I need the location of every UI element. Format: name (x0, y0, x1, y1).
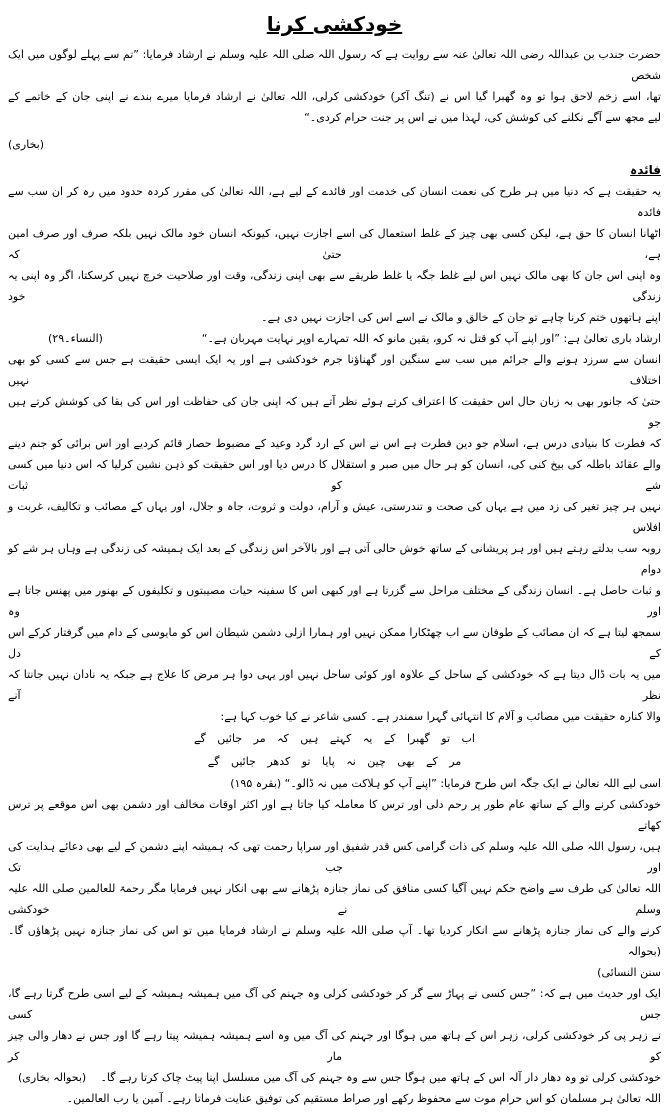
text-line: انسان سے سرزد ہونے والے جرائم میں سب سے سنگین اور گھناؤنا جرم خودکشی ہے اور یہ ایک ایسی حقیقت ہے جس سے کسی کو بھی اختلاف نہیں (8, 353, 661, 387)
text-line: ہیں، رسول اللہ صلی اللہ علیہ وسلم کی ذات گرامی کس قدر شفیق اور سراپا رحمت تھی کہ ہمیشہ اپنے دشمن کے لیے بھی دعائے ہدایت کی اور جب تک (8, 840, 661, 874)
text-line: کہ فطرت کا بنیادی درس ہے، اسلام جو دین فطرت ہے اس نے اس کے ارد گرد وعید کے مضبوط حصار قائم کردیے اور اس برائی کو جنم دینے (8, 437, 661, 450)
text-line: تھا، اسے زخم لاحق ہوا تو وہ گھبرا گیا اس نے (تنگ آکر) خودکشی کرلی، اللہ تعالیٰ نے ارشاد فرمایا میرے بندے نے اپنی جان کے خاتمے کے (8, 90, 661, 103)
faida-heading: فائدہ (630, 163, 661, 177)
poem-line-1: اب تو گھبرا کے یہ کہتے ہیں کہ مر جائیں گے (194, 732, 475, 745)
text-line: ایک اور حدیث میں ہے کہ: ”جس کسی نے پہاڑ سے گر کر خودکشی کرلی وہ جہنم کی آگ میں ہمیشہ ہمیشہ کے لیے اسی طرح گرتا رہے گا، جس کسی (8, 987, 661, 1021)
text-line: یہ حقیقت ہے کہ دنیا میں ہر طرح کی نعمت انسان کی خدمت اور فائدے کے لیے ہے، اللہ تعالیٰ کی مقرر کردہ حدود میں رہ کر ان سب سے فائدہ (8, 185, 661, 219)
text-line: والا کنارہ حقیقت میں مصائب و آلام کا انتہائی گہرا سمندر ہے۔ کسی شاعر نے کیا خوب کہا ہے: (220, 710, 661, 723)
hadith2-last-text: خودکشی کرلی تو وہ دھار دار آلہ اس کے ہاتھ میں ہوگا جس سے وہ جہنم کی آگ میں مسلسل اپنا پیٹ چاک کرتا رہے گا۔ (100, 1071, 661, 1084)
text-line: نہیں ہر چیز تغیر کی زد میں ہے یہاں کی صحت و تندرستی، عیش و آرام، دولت و ثروت، جاہ و جلال، اور یہاں کے مصائب و تکالیف، غربت و افلاس (8, 500, 661, 534)
quran-quote-line (8, 328, 661, 349)
text-line: لیے مجھ سے آگے نکلنے کی کوشش کی، لہذا میں نے اس پر جنت حرام کردی۔“ (304, 111, 661, 124)
text-line: کرنے والے کی نماز جنازہ پڑھانے سے انکار کردیا تھا۔ آپ صلی اللہ علیہ وسلم نے ارشاد فرمایا میں تو اس کی نماز جنازہ نہیں پڑھاؤں گا۔(بحوالہ (8, 924, 661, 958)
text-line: اللہ تعالیٰ ہر مسلمان کو اس حرام موت سے محفوظ رکھے اور صراط مستقیم کی توفیق عنایت فرماتا رہے۔ آمین یا رب العالمین۔ (66, 1092, 661, 1105)
paragraph-3 (8, 773, 661, 794)
text-line: اپنے ہاتھوں ختم کرنا چاہے تو جان کے خالق و مالک نے اسے اس کی اجازت نہیں دی ہے۔ (261, 311, 661, 324)
text-line: سمجھ لیتا ہے کہ ان مصائب کے طوفان سے اب چھٹکارا ممکن نہیں اور ہمارا ازلی دشمن شیطان اس کو مایوسی کے دام میں گرفتار کرکے اس کے دل (8, 626, 661, 660)
closing-prayer (8, 1088, 661, 1109)
quran-citation: (النساء۔۲۹) (48, 332, 103, 345)
text-line: اللہ تعالیٰ کی طرف سے واضح حکم نہیں آگیا کسی منافق کی نماز جنازہ پڑھانے سے بھی انکار نہیں فرمایا مگر رحمۃ للعالمین صلی اللہ علیہ وسلم نے خودکشی (8, 882, 661, 916)
text-line: خودکشی کرنے والے کے ساتھ عام طور پر رحم دلی اور ترس کا معاملہ کیا جاتا ہے اور اکثر اوقات مخالف اور دشمن بھی اس موقعے پر ترس کھاتے (8, 798, 661, 832)
text-line: حتیٰ کہ جانور بھی بہ زبان حال اس حقیقت کا اعتراف کرتے ہوئے نظر آتے ہیں کہ اپنی جان کی حفاظت اور اس کی بقا کی کوشش کرتے ہیں جو (8, 395, 661, 429)
text-line: حضرت جندب بن عبداللہ رضی اللہ تعالیٰ عنہ سے روایت ہے کہ رسول اللہ صلی اللہ علیہ وسلم نے ارشاد فرمایا: ”تم سے پہلے لوگوں میں ایک شخص (8, 48, 661, 82)
text-line: اسی لیے اللہ تعالیٰ نے ایک جگہ اس طرح فرمایا: ”اپنے آپ کو ہلاکت میں نہ ڈالو۔“ (بقرہ ۱۹۵) (230, 777, 661, 790)
paragraph-5-last-line (8, 1067, 661, 1088)
text-line: سنن النسائی) (597, 966, 661, 979)
text-line: وہ اپنی اس جان کا بھی مالک نہیں اس لیے غلط جگہ یا غلط طریقے سے بھی اپنی زندگی، وقت اور صلاحیت خرچ نہیں کرسکتا، اگر وہ اپنی یہ زندگی خود (8, 269, 661, 303)
text-line: روبہ سب بدلتے رہتے ہیں اور ہر پریشانی کے ساتھ خوش حالی آتی ہے اور بالآخر اس زندگی کے بعد ایک ہمیشہ کی زندگی ہے وہاں ہر شے کو دوام (8, 542, 661, 576)
poem-line-2: مر کے بھی چین نہ پایا تو کدھر جائیں گے (207, 755, 462, 768)
page-title: خودکشی کرنا (266, 12, 403, 36)
text-line: و ثبات حاصل ہے۔ انسان زندگی کے مختلف مراحل سے گزرتا ہے اور کبھی اس کا سفینہ حیات مصیبتوں و تکلیفوں کے بھنور میں پھنس جاتا ہے اور وہ (8, 584, 661, 618)
hadith-paragraph (8, 44, 661, 128)
text-line: میں یہ بات ڈال دیتا ہے کہ خودکشی کے ساحل کے علاوہ اور کوئی ساحل نہیں اور یہی دوا ہر مرض کا علاج ہے جبکہ یہ نادان نہیں جانتا کہ نظر آنے (8, 668, 661, 702)
quran-quote: ارشاد باری تعالیٰ ہے: ”اور اپنے آپ کو قتل نہ کرو، یقین مانو کہ اللہ تمہارے اوپر نہایت مہربان ہے۔“ (201, 332, 661, 345)
paragraph-4 (8, 794, 661, 983)
text-line: اٹھانا انسان کا حق ہے، لیکن کسی بھی چیز کے غلط استعمال کی اسے اجازت نہیں، کیونکہ انسان خود مالک نہیں بلکہ صرف اور صرف امین ہے، حتیٰ کہ (8, 227, 661, 261)
paragraph-5 (8, 983, 661, 1067)
hadith2-citation: (بحوالہ بخاری) (18, 1071, 87, 1084)
paragraph-1 (8, 181, 661, 328)
paragraph-2 (8, 349, 661, 727)
text-line: نے زہر پی کر خودکشی کرلی، زہر اس کے ہاتھ میں ہوگا اور جہنم کی آگ میں وہ اسے ہمیشہ ہمیشہ پیتا رہے گا اور جس نے دھار والی چیز کو مار کر (8, 1029, 661, 1063)
hadith-citation: (بخاری) (8, 138, 45, 151)
text-line: والے عقائد باطلہ کی بیخ کنی کی، انسان کو ہر حال میں صبر و استقلال کا درس دیا اور اس حقیقت کو ذہن نشین کرلیا کہ اس دنیا میں کسی شے کو ثبات (8, 458, 661, 492)
